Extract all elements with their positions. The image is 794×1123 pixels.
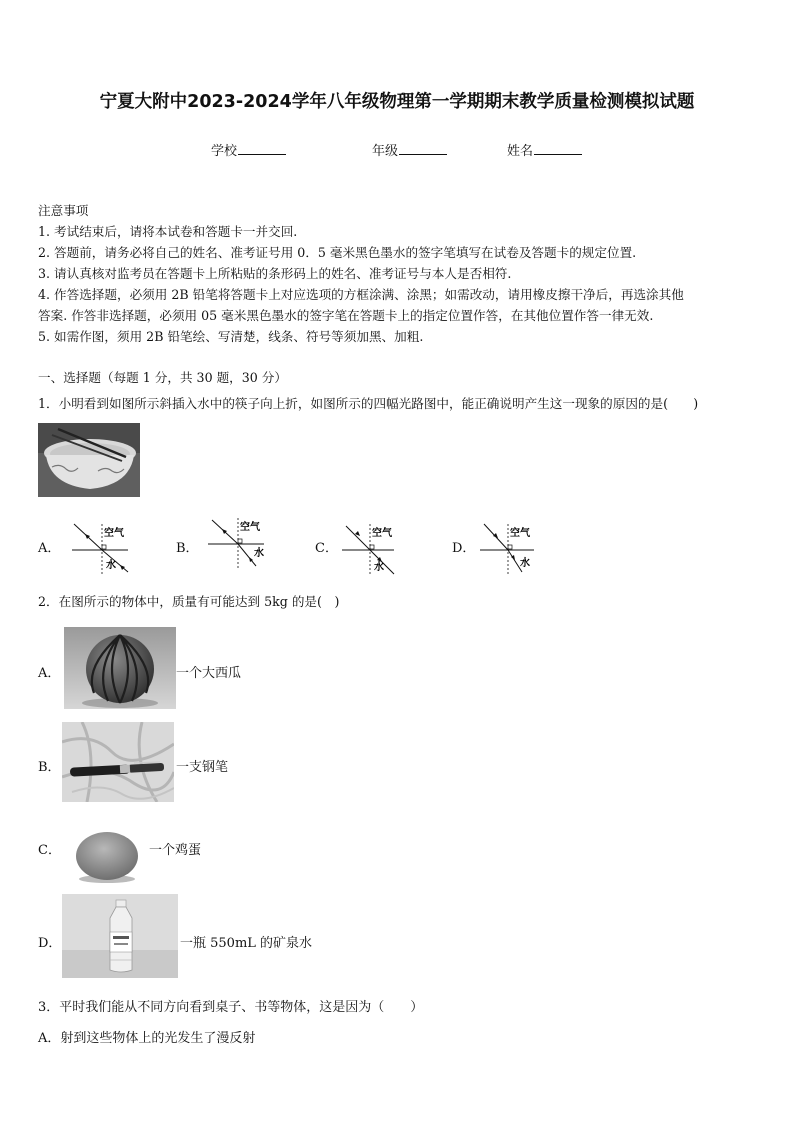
- q1-option-b-label: B．: [176, 541, 199, 556]
- school-field: [211, 140, 286, 159]
- q2-option-d-label: 一瓶 550mL 的矿泉水: [180, 936, 313, 951]
- note-item: 5. 如需作图，须用 2B 铅笔绘、写清楚，线条、符号等须加黑、加粗.: [38, 329, 424, 344]
- note-item: 3. 请认真核对监考员在答题卡上所粘贴的条形码上的姓名、准考证号与本人是否相符.: [38, 266, 512, 281]
- school-label: 学校: [211, 144, 238, 159]
- q2-option-a-label: 一个大西瓜: [176, 666, 242, 681]
- pen-photo: [62, 722, 174, 802]
- question-2-text: 2．在图所示的物体中，质量有可能达到 5kg 的是( ): [38, 594, 340, 609]
- q1-option-d-diagram: [476, 518, 542, 578]
- q2-option-c-label: 一个鸡蛋: [149, 843, 202, 858]
- air-label: 空气: [510, 528, 530, 539]
- school-blank: [238, 142, 286, 155]
- name-label: 姓名: [507, 144, 534, 159]
- q1-option-c-label: C．: [315, 541, 338, 556]
- question-1-text: 1．小明看到如图所示斜插入水中的筷子向上折，如图所示的四幅光路图中，能正确说明产生这一现象的原因的是( ): [38, 396, 699, 411]
- note-item: 1. 考试结束后，请将本试卷和答题卡一并交回.: [38, 224, 298, 239]
- name-field: [507, 140, 582, 159]
- water-label: 水: [106, 560, 116, 571]
- water-label: 水: [374, 562, 384, 573]
- watermelon-photo: [64, 627, 176, 709]
- grade-label: 年级: [372, 144, 399, 159]
- section-heading: 一、选择题（每题 1 分，共 30 题，30 分）: [38, 370, 287, 385]
- q1-option-d-label: D．: [452, 541, 476, 556]
- water-label: 水: [520, 558, 530, 569]
- chopstick-bowl-photo: [38, 423, 140, 497]
- q2-option-b-letter: B．: [38, 760, 61, 775]
- question-3-text: 3．平时我们能从不同方向看到桌子、书等物体，这是因为（ ）: [38, 1000, 424, 1015]
- note-item: 答案. 作答非选择题，必须用 05 毫米黑色墨水的签字笔在答题卡上的指定位置作答，在其他位置作答一律无效.: [38, 308, 654, 323]
- page-title: 宁夏大附中2023-2024学年八年级物理第一学期期末教学质量检测模拟试题: [99, 92, 695, 112]
- q1-option-a-label: A．: [38, 541, 61, 556]
- grade-field: [372, 140, 447, 159]
- notes-heading: 注意事项: [38, 203, 89, 218]
- q2-option-c-letter: C．: [38, 843, 61, 858]
- water-label: 水: [254, 548, 264, 559]
- q2-option-a-letter: A．: [38, 666, 61, 681]
- air-label: 空气: [104, 528, 124, 539]
- note-item: 4. 作答选择题，必须用 2B 铅笔将答题卡上对应选项的方框涂满、涂黑；如需改动，请用橡皮擦干净后，再选涂其他: [38, 287, 684, 302]
- note-item: 2. 答题前，请务必将自己的姓名、准考证号用 0．5 毫米黑色墨水的签字笔填写在试卷及答题卡的规定位置.: [38, 245, 637, 260]
- water-bottle-photo: [62, 894, 178, 978]
- q1-option-a-diagram: [68, 518, 134, 578]
- name-blank: [534, 142, 582, 155]
- q2-option-d-letter: D．: [38, 936, 62, 951]
- egg-photo: [74, 828, 140, 884]
- q2-option-b-label: 一支钢笔: [176, 760, 229, 775]
- q1-option-c-diagram: [338, 520, 404, 580]
- q3-option-a: A．射到这些物体上的光发生了漫反射: [38, 1031, 256, 1046]
- q1-option-b-diagram: [204, 516, 270, 576]
- air-label: 空气: [372, 528, 392, 539]
- grade-blank: [399, 142, 447, 155]
- air-label: 空气: [240, 522, 260, 533]
